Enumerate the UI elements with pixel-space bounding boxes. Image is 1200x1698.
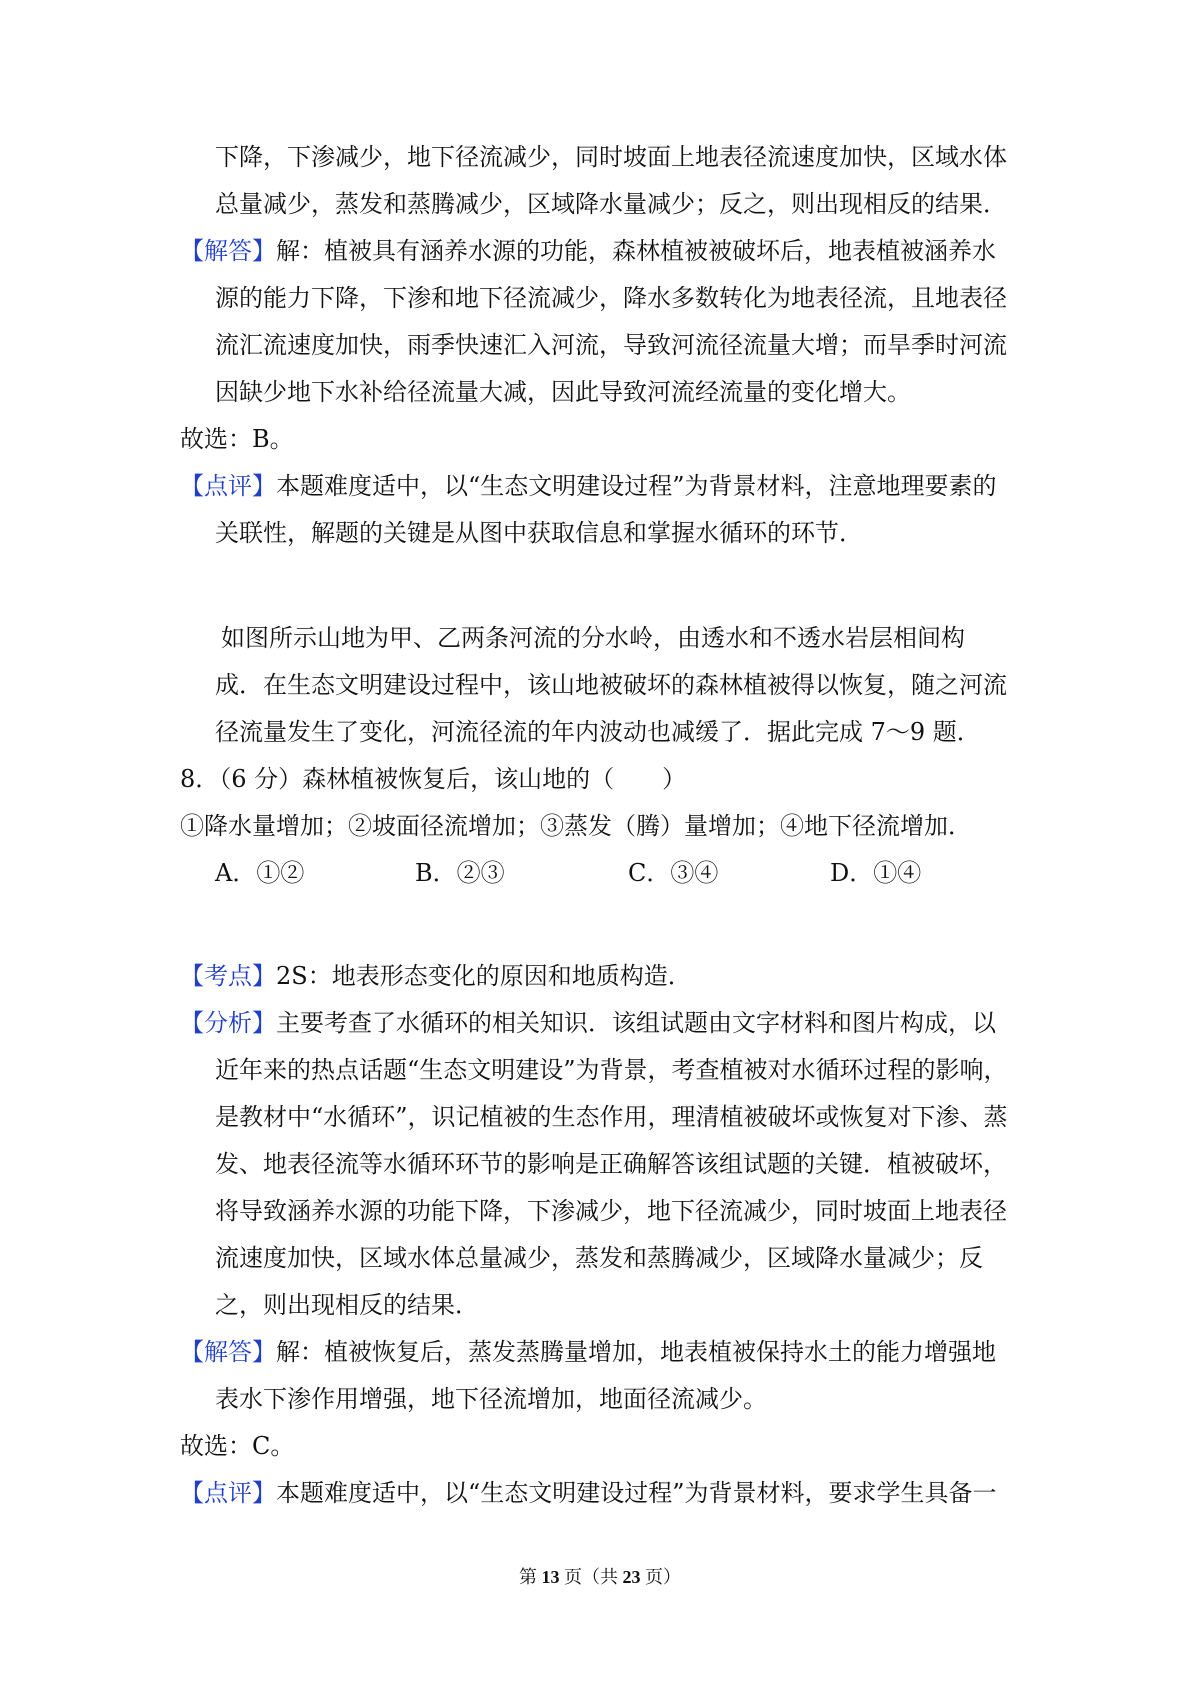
fenxi-tag: 【分析】 [180,1009,276,1037]
review-line [180,470,997,502]
text-line: 之，则出现相反的结果． [215,1291,479,1319]
intro-line: 径流量发生了变化，河流径流的年内波动也减缓了．据此完成 7～9 题． [215,718,981,746]
review-text: 本题难度适中，以“生态文明建设过程”为背景材料，要求学生具备一 [276,1479,997,1507]
text-line: 因缺少地下水补给径流量大减，因此导致河流经流量的变化增大。 [215,378,911,406]
footer-total-pages: 23 [622,1567,641,1587]
text-line: 下降，下渗减少，地下径流减少，同时坡面上地表径流速度加快，区域水体 [215,143,1007,171]
text-line: 总量减少，蒸发和蒸腾减少，区域降水量减少；反之，则出现相反的结果． [215,190,1007,218]
footer-mid: 页（共 [564,1567,618,1587]
footer-page-number: 13 [541,1567,560,1587]
fenxi-text: 主要考查了水循环的相关知识．该组试题由文字材料和图片构成，以 [276,1009,996,1037]
answer-text: 解：植被具有涵养水源的功能，森林植被被破坏后，地表植被涵养水 [276,237,996,265]
text-line: 是教材中“水循环”，识记植被的生态作用，理清植被破坏或恢复对下渗、蒸 [215,1103,1008,1131]
text-line: 流汇流速度加快，雨季快速汇入河流，导致河流径流量大增；而旱季时河流 [215,331,1007,359]
question-items: ①降水量增加；②坡面径流增加；③蒸发（腾）量增加；④地下径流增加． [180,812,972,840]
intro-line: 如图所示山地为甲、乙两条河流的分水岭，由透水和不透水岩层相间构 [221,624,965,652]
text-line: 关联性，解题的关键是从图中获取信息和掌握水循环的环节． [215,519,863,547]
text-line: 源的能力下降，下渗和地下径流减少，降水多数转化为地表径流，且地表径 [215,284,1007,312]
choice-line: 故选：C。 [180,1432,295,1460]
choice-line: 故选：B。 [180,425,294,453]
review-tag: 【点评】 [180,472,276,500]
answer-line [180,235,996,267]
review-line [180,1477,997,1509]
option-b: B．②③ [415,859,505,887]
text-line: 发、地表径流等水循环环节的影响是正确解答该组试题的关键．植被破坏， [215,1150,1007,1178]
fenxi-line [180,1007,996,1039]
answer-tag: 【解答】 [180,237,276,265]
intro-line: 成．在生态文明建设过程中，该山地被破坏的森林植被得以恢复，随之河流 [215,671,1007,699]
review-text: 本题难度适中，以“生态文明建设过程”为背景材料，注意地理要素的 [276,472,997,500]
kaodian-text: 2S：地表形态变化的原因和地质构造． [276,962,692,990]
text-line: 表水下渗作用增强，地下径流增加，地面径流减少。 [215,1385,767,1413]
option-a: A．①② [215,859,305,887]
review-tag: 【点评】 [180,1479,276,1507]
page-footer [0,1563,1200,1589]
answer-line [180,1336,996,1368]
text-line: 近年来的热点话题“生态文明建设”为背景，考查植被对水循环过程的影响， [215,1056,1008,1084]
option-d: D．①④ [830,859,922,887]
answer-text: 解：植被恢复后，蒸发蒸腾量增加，地表植被保持水土的能力增强地 [276,1338,996,1366]
answer-tag: 【解答】 [180,1338,276,1366]
text-line: 流速度加快，区域水体总量减少，蒸发和蒸腾减少，区域降水量减少；反 [215,1244,983,1272]
footer-prefix: 第 [519,1567,537,1587]
kaodian-tag: 【考点】 [180,962,276,990]
kaodian-line [180,960,692,992]
footer-suffix: 页） [645,1567,681,1587]
question-stem: 8．（6 分）森林植被恢复后，该山地的（ ） [180,765,687,793]
option-c: C．③④ [628,859,719,887]
text-line: 将导致涵养水源的功能下降，下渗减少，地下径流减少，同时坡面上地表径 [215,1197,1007,1225]
